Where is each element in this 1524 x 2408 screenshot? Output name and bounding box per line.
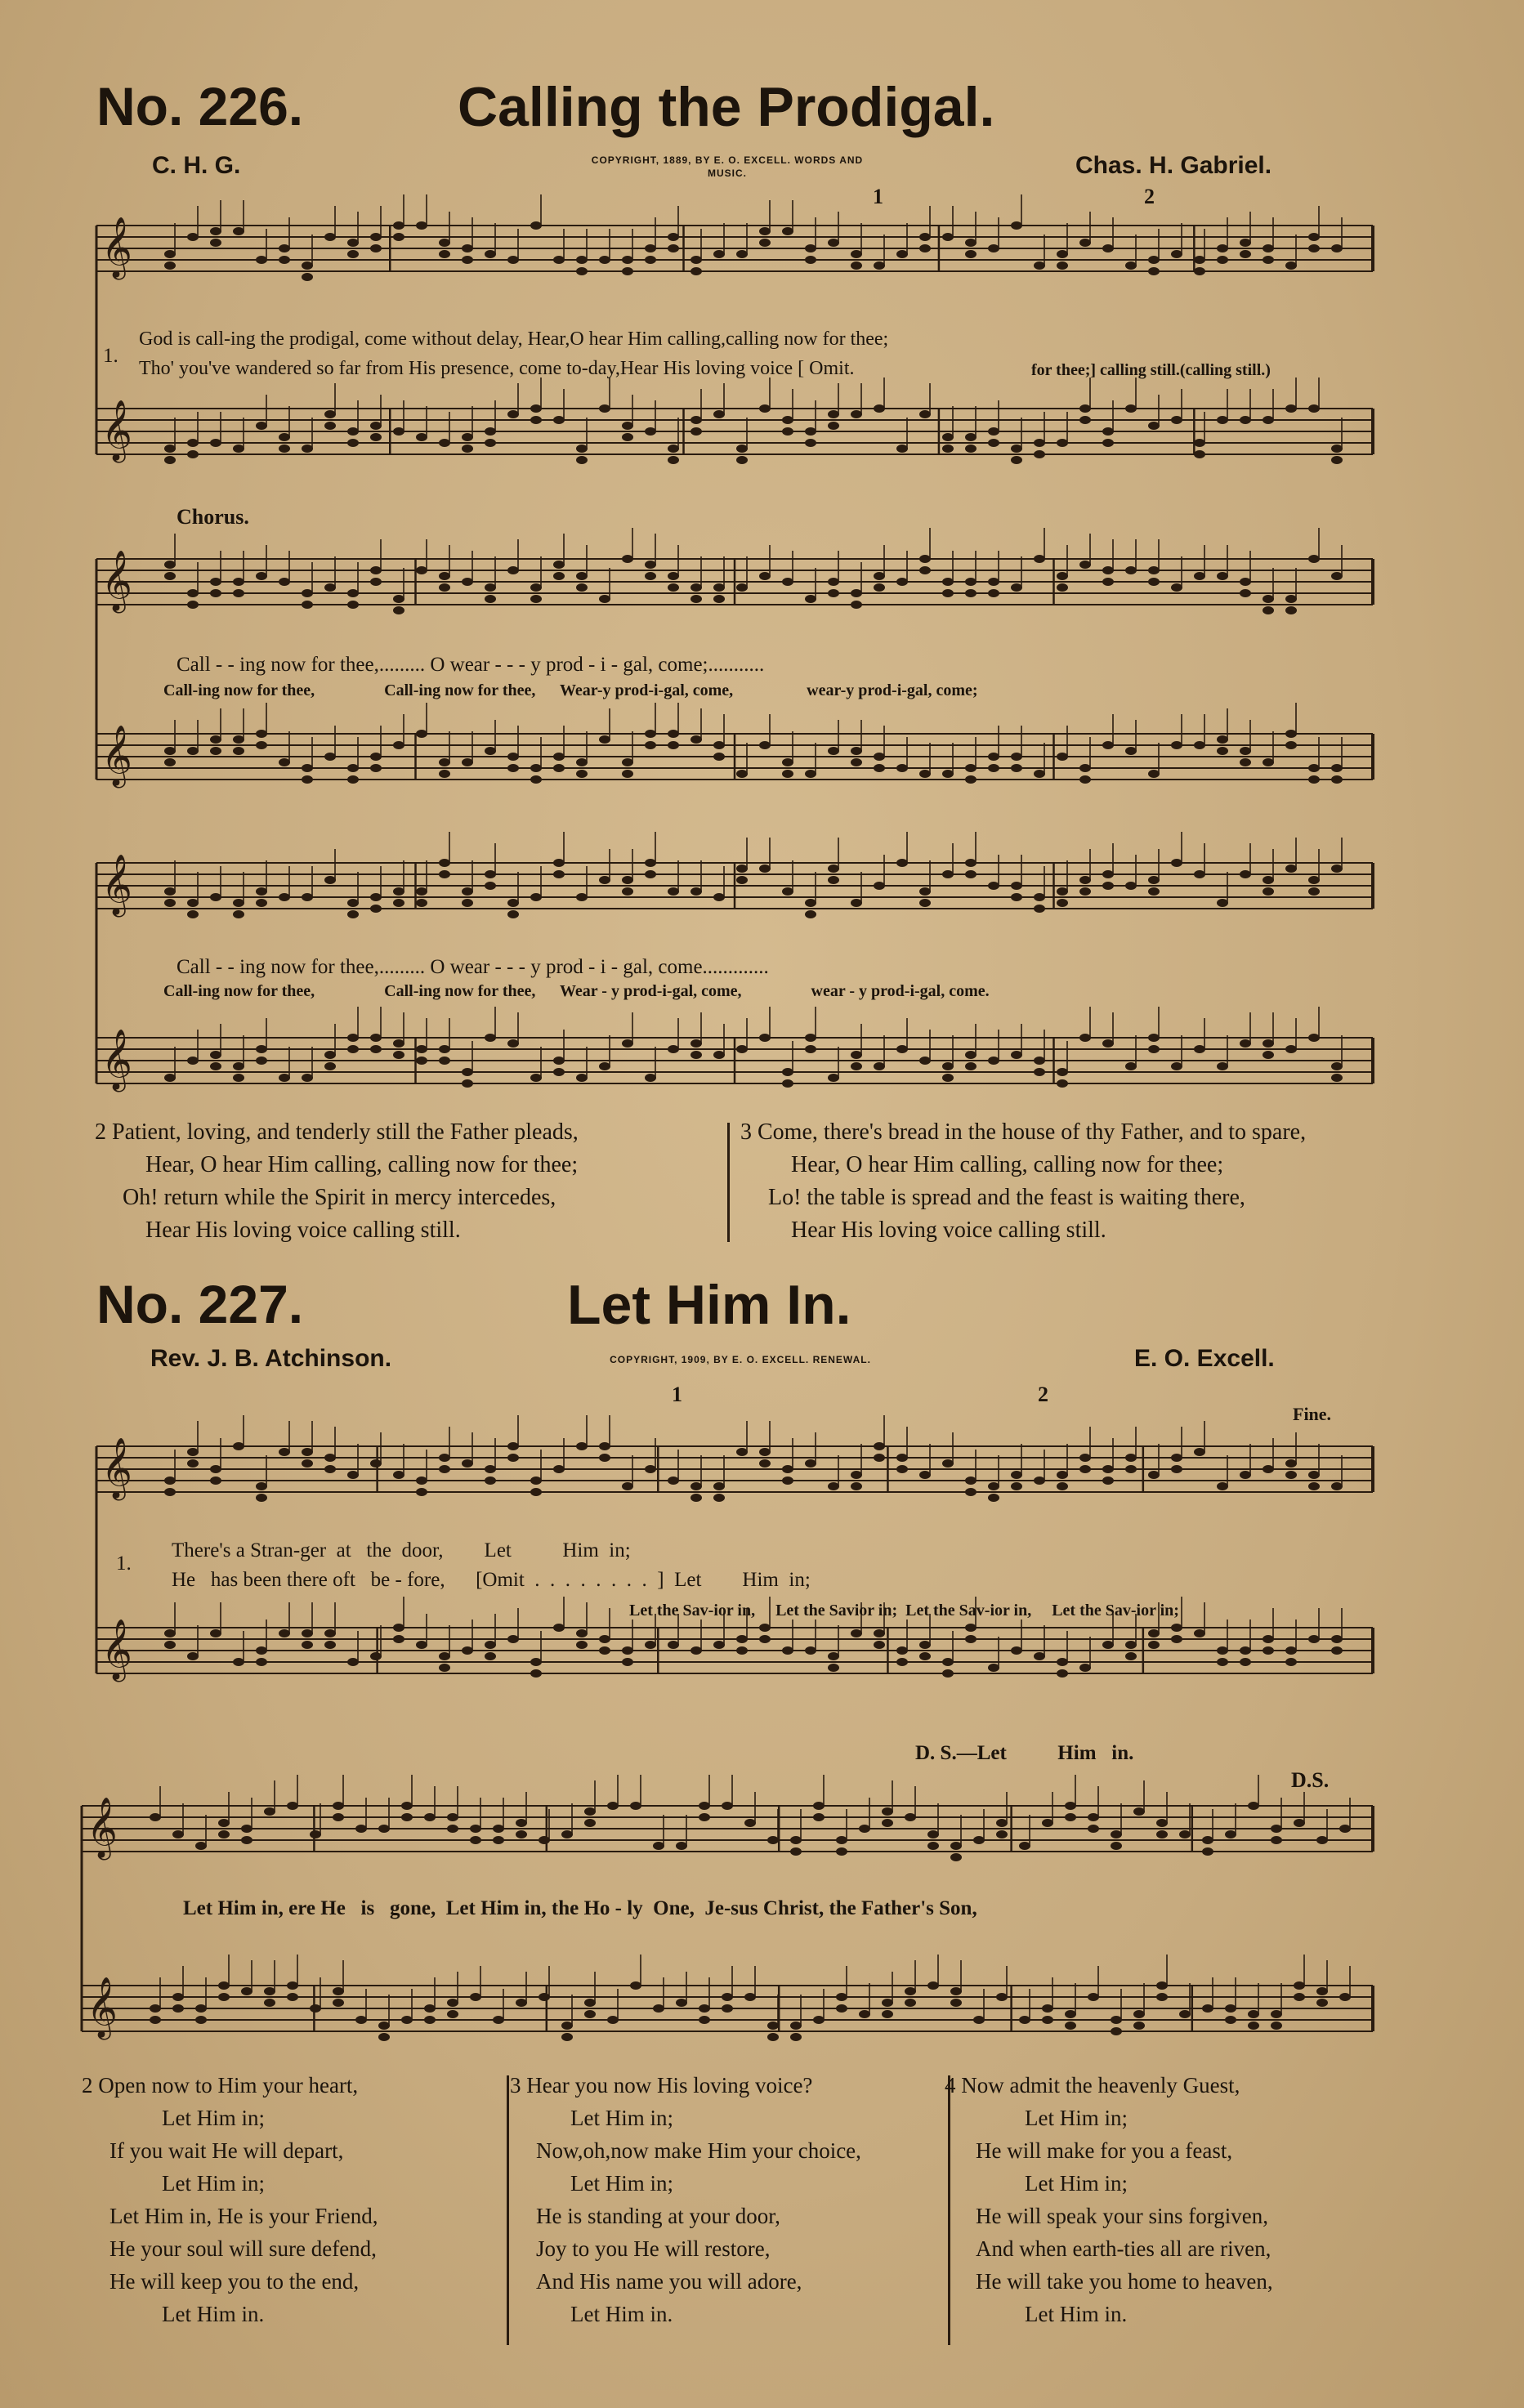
hymn-227-number: No. 227.	[96, 1274, 304, 1334]
hymn-227-verse-3: 3 Hear you now His loving voice? Let Him in; Now,oh,now make Him your choice, Let Him in; He is standing at your door, Joy to you He will restore, And His name you will adore, Let Him in.	[510, 2073, 861, 2326]
ds-line: D. S.—Let Him in.	[915, 1742, 1134, 1764]
svg-text:𝄞: 𝄞	[101, 1438, 132, 1499]
verse-1-line-2-227: He has been there oft be - fore, [Omit . . . . . . . . ] Let Him in;	[172, 1569, 811, 1591]
ending-2-label-227: 2	[1038, 1383, 1048, 1406]
svg-text:𝄞: 𝄞	[101, 726, 132, 786]
verse-1-line-2: Tho' you've wandered so far from His presence, come to-day,Hear His loving voice [ Omit.	[139, 358, 855, 379]
hymn-226-copyright: COPYRIGHT, 1889, BY E. O. EXCELL. WORDS AND MUSIC.	[591, 154, 864, 179]
verse-1-line-1: God is call-ing the prodigal, come without delay, Hear,O hear Him calling,calling now for thee;	[139, 328, 889, 350]
chorus-alto-2: Call-ing now for thee, Call-ing now for thee, Wear - y prod-i-gal, come, wear - y prod-i-gal, come.	[163, 982, 990, 1000]
svg-text:𝄞: 𝄞	[101, 1030, 132, 1090]
chorus-alto-1: Call-ing now for thee, Call-ing now for thee, Wear-y prod-i-gal, come, wear-y prod-i-gal, come;	[163, 681, 978, 699]
verse-1-line-2-end: for thee;] calling still.(calling still.)	[1031, 361, 1271, 379]
verse-divider	[727, 1123, 730, 1242]
ds-mark: D.S.	[1291, 1768, 1330, 1792]
refrain-line: Let Him in, ere He is gone, Let Him in, the Ho - ly One, Je-sus Christ, the Father's Son,	[183, 1897, 977, 1919]
hymn-226-number: No. 226.	[96, 76, 304, 136]
svg-text:𝄞: 𝄞	[87, 1798, 118, 1858]
ending-2-label: 2	[1144, 185, 1155, 208]
hymn-226-verse-3: 3 Come, there's bread in the house of thy Father, and to spare, Hear, O hear Him calling, calling now for thee; Lo! the table is spread and the feast is waiting there, Hear His loving voice calling still.	[740, 1119, 1307, 1243]
alto-line-227: Let the Sav-ior in, Let the Savior in; Let the Sav-ior in, Let the Sav-ior in;	[629, 1602, 1179, 1619]
hymn-226-verse-2: 2 Patient, loving, and tenderly still the Father pleads, Hear, O hear Him calling, calling now for thee; Oh! return while the Spirit in mercy intercedes, Hear His loving voice calling still.	[95, 1119, 579, 1243]
hymn-226-composer: Chas. H. Gabriel.	[1075, 152, 1272, 179]
hymn-227-verse-2: 2 Open now to Him your heart, Let Him in; If you wait He will depart, Let Him in; Let Him in, He is your Friend, He your soul will sure defend, He will keep you to the end, Let Him in.	[82, 2073, 378, 2326]
svg-text:𝄞: 𝄞	[87, 1977, 118, 2038]
svg-text:𝄞: 𝄞	[101, 400, 132, 461]
hymn-226-chorus-1	[96, 539, 1373, 866]
hymn-226-title: Calling the Prodigal.	[458, 76, 995, 138]
hymn-227-author: Rev. J. B. Atchinson.	[150, 1345, 392, 1372]
verse-divider-227-a	[507, 2075, 509, 2345]
hymn-227-copyright: COPYRIGHT, 1909, BY E. O. EXCELL. RENEWAL.	[610, 1354, 871, 1365]
verse-1-number: 1.	[103, 345, 118, 367]
chorus-lyric-2: Call - - ing now for thee,......... O wear - - - y prod - i - gal, come.............	[177, 956, 769, 978]
hymn-227-composer: E. O. Excell.	[1134, 1345, 1275, 1372]
hymn-226-system-1	[96, 217, 1373, 547]
chorus-label: Chorus.	[177, 505, 249, 529]
verse-1-number-227: 1.	[116, 1552, 132, 1575]
verse-1-line-1-227: There's a Stran-ger at the door, Let Him in;	[172, 1539, 631, 1561]
svg-text:𝄞: 𝄞	[101, 1619, 132, 1680]
svg-text:𝄞: 𝄞	[101, 551, 132, 611]
fine-label: Fine.	[1293, 1404, 1332, 1424]
hymn-227-verse-4: 4 Now admit the heavenly Guest, Let Him in; He will make for you a feast, Let Him in; He will speak your sins forgiven, And when earth-ties all are riven, He will take you home to heaven, Let Him in.	[945, 2073, 1273, 2326]
ending-1-label-227: 1	[672, 1383, 682, 1406]
svg-text:𝄞: 𝄞	[101, 855, 132, 915]
chorus-lyric-1: Call - - ing now for thee,......... O wear - - - y prod - i - gal, come;...........	[177, 654, 765, 676]
svg-text:𝄞: 𝄞	[101, 217, 132, 278]
ending-1-label: 1	[873, 185, 883, 208]
hymn-226-author: C. H. G.	[152, 152, 241, 179]
hymn-227-title: Let Him In.	[567, 1274, 851, 1336]
